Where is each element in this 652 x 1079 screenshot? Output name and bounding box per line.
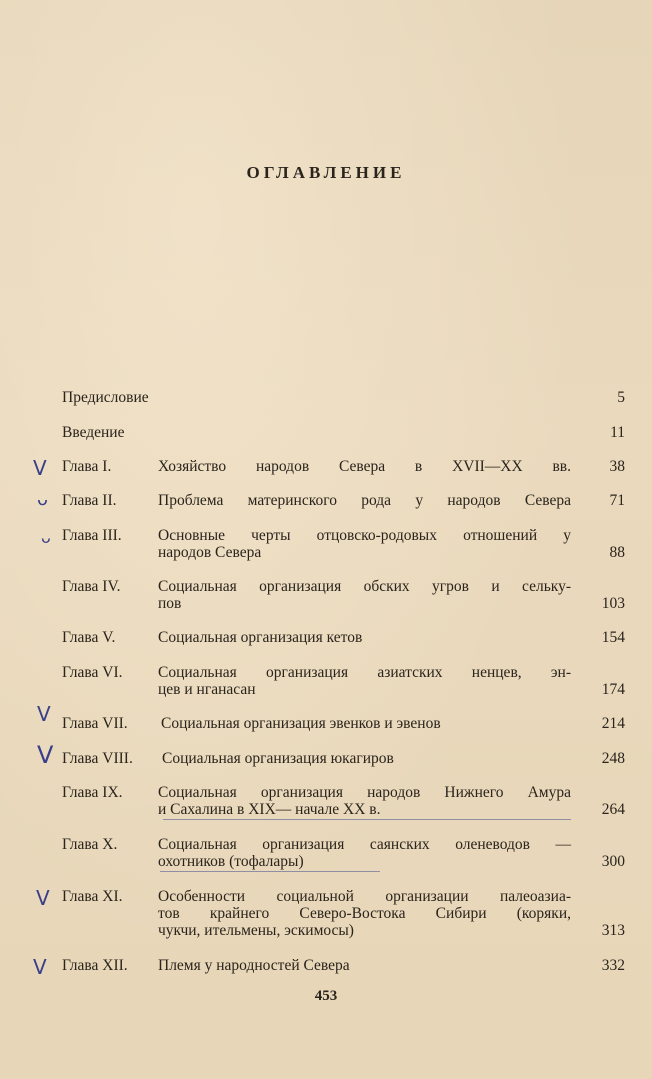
toc-entry-label: Глава VII. [62,715,128,732]
toc-entry-page: 214 [601,715,625,732]
toc-entry-line: Особенности социальной организации палеоазиа- [158,888,571,905]
hook-mark-icon: ᴗ [37,489,49,510]
toc-entry-line: Социальная организация народов Нижнего Амура [158,784,571,801]
toc-entry-label: Глава XII. [62,957,128,974]
toc-entry-label: Глава X. [62,836,118,853]
toc-entry-label: Глава V. [62,629,116,646]
toc-entry-label: Глава VI. [62,664,123,681]
pen-underline [163,819,571,820]
toc-entry-line: Социальная организация саянских оленеводов — [158,836,571,853]
page-number: 453 [314,988,338,1004]
toc-entry-page: 154 [601,629,625,646]
check-mark-icon: V [37,741,54,769]
toc-entry-label: Глава IV. [62,578,121,595]
toc-entry-line: тов крайнего Северо-Востока Сибири (коряки, [158,905,571,922]
check-mark-icon: V [33,456,47,480]
toc-entry-page: 71 [609,492,625,509]
toc-entry-line: Социальная организация обских угров и сельку- [158,578,571,595]
toc-entry-page: 11 [610,424,625,441]
toc-entry-label: Глава VIII. [62,750,133,767]
toc-entry-text: Предисловие [62,389,149,406]
toc-entry-line: Социальная организация азиатских ненцев, эн- [158,664,571,681]
toc-entry-page: 332 [601,957,625,974]
toc-entry-text: Введение [62,424,125,441]
toc-entry-page: 103 [601,595,625,612]
check-mark-icon: V [37,702,51,726]
toc-entry-text: Проблема материнского рода у народов Севера [158,492,571,509]
toc-entry-label: Глава I. [62,458,112,475]
toc-entry-text [158,784,571,818]
toc-entry-line: Основные черты отцовско-родовых отношений у [158,527,571,544]
toc-entry-label: Глава XI. [62,888,123,905]
toc-entry-label: Глава III. [62,527,122,544]
toc-entry-text [158,836,571,870]
toc-entry-page: 174 [601,681,625,698]
toc-entry-line: чукчи, ительмены, эскимосы) [158,922,354,939]
toc-entry-line: пов [158,595,182,612]
check-mark-icon: V [33,955,47,979]
toc-entry-text: Социальная организация кетов [158,629,363,646]
toc-entry-page: 313 [601,922,625,939]
toc-entry-page: 38 [609,458,625,475]
toc-entry-page: 300 [601,853,625,870]
toc-entry-page: 248 [601,750,625,767]
toc-entry-text: Племя у народностей Севера [158,957,350,974]
toc-entry-text: Социальная организация юкагиров [162,750,394,767]
toc-entry-line: цев и нганасан [158,681,256,698]
pen-underline [160,871,380,872]
toc-entry-page: 5 [617,389,625,406]
toc-entry-page: 88 [609,544,625,561]
toc-entry-label: Глава II. [62,492,117,509]
page-title: ОГЛАВЛЕНИЕ [246,163,406,182]
toc-entry-text: Социальная организация эвенков и эвенов [161,715,441,732]
toc-entry-line: народов Севера [158,544,262,561]
toc-entry-page: 264 [601,801,625,818]
hook-mark-icon: ᴗ [41,528,51,547]
toc-entry-line: и Сахалина в XIX— начале XX в. [158,801,381,818]
toc-entry-label: Глава IX. [62,784,123,801]
toc-entry-text [158,578,571,612]
toc-entry-text [158,888,571,939]
toc-entry-text [158,527,571,561]
toc-entry-line: охотников (тофалары) [158,853,304,870]
toc-entry-text [158,664,571,698]
toc-entry-text: Хозяйство народов Севера в XVII—XX вв. [158,458,571,475]
check-mark-icon: V [36,886,50,910]
